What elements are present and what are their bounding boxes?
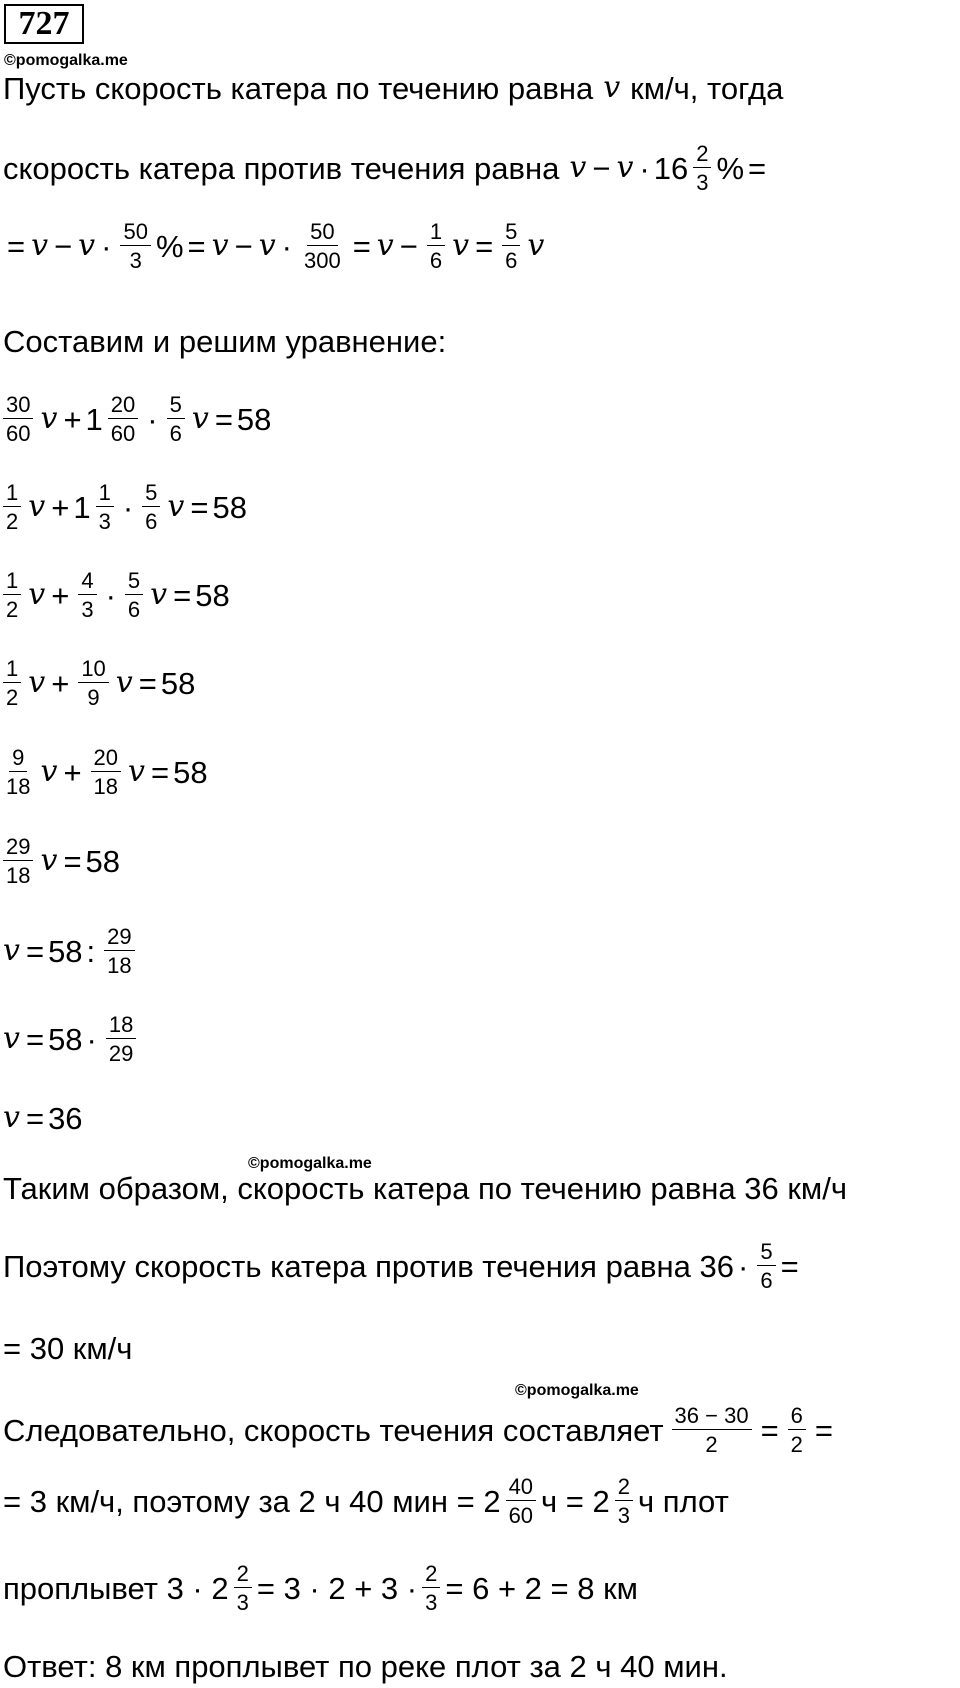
- numerator: 5: [125, 569, 143, 595]
- variable-v: v: [3, 933, 20, 968]
- solution-line-17: [3, 1398, 837, 1462]
- denominator: 300: [303, 248, 341, 273]
- fraction: [3, 569, 21, 621]
- number: 58: [212, 489, 247, 525]
- variable-v: v: [167, 489, 185, 524]
- op: :: [86, 933, 96, 969]
- op: −: [234, 228, 253, 264]
- fraction: [506, 1475, 536, 1527]
- variable-v: v: [211, 228, 229, 263]
- op: =: [190, 489, 209, 525]
- text: Поэтому скорость катера против течения равна 36: [3, 1248, 734, 1284]
- denominator: 18: [6, 863, 31, 888]
- solution-line-16: [3, 1330, 132, 1366]
- denominator: 29: [108, 1041, 134, 1066]
- answer-text: Ответ: 8 км проплывет по реке плот за 2 ч 40 мин.: [3, 1648, 728, 1684]
- number: 58: [173, 754, 208, 790]
- fraction: [234, 1562, 252, 1614]
- op: =: [214, 401, 233, 437]
- solution-line-15: [3, 1235, 799, 1297]
- numerator: 4: [78, 569, 96, 595]
- fraction: [125, 569, 143, 621]
- equation-line-5: [3, 741, 208, 803]
- op: =: [187, 228, 206, 264]
- numerator: 18: [106, 1013, 136, 1039]
- variable-v: v: [28, 577, 46, 612]
- variable-v: v: [3, 1021, 20, 1056]
- denominator: 2: [6, 685, 19, 710]
- op: +: [63, 401, 82, 437]
- denominator: 3: [81, 597, 94, 622]
- op: ·: [737, 1248, 749, 1284]
- denominator: 2: [705, 1432, 718, 1457]
- variable-v: v: [28, 489, 46, 524]
- variable-v: v: [115, 665, 133, 700]
- fraction: [167, 393, 185, 445]
- number: 1: [85, 401, 103, 437]
- denominator: 18: [6, 774, 31, 799]
- op: ·: [281, 228, 292, 264]
- numerator: 2: [615, 1475, 633, 1501]
- fraction: [104, 925, 134, 977]
- fraction: [301, 220, 344, 272]
- equation-line-3: [3, 564, 230, 626]
- variable-v: v: [31, 228, 49, 263]
- denominator: 2: [6, 509, 19, 534]
- equation-line-4: [3, 652, 195, 714]
- fraction: [106, 1013, 136, 1065]
- fraction: [427, 220, 445, 272]
- fraction: [422, 1562, 440, 1614]
- number: 1: [73, 489, 91, 525]
- op: −: [54, 228, 73, 264]
- equation-line-1: [3, 388, 271, 450]
- numerator: 50: [120, 220, 150, 246]
- text: Пусть скорость катера по течению равна: [3, 70, 594, 106]
- denominator: 2: [6, 597, 19, 622]
- op: ·: [147, 401, 158, 437]
- fraction: [3, 835, 33, 887]
- text: = 3 км/ч, поэтому за 2 ч 40 мин = 2: [3, 1483, 501, 1519]
- solution-line-1: [3, 70, 783, 106]
- denominator: 60: [110, 421, 136, 446]
- numerator: 2: [693, 142, 711, 168]
- op: =: [475, 228, 494, 264]
- text: ч плот: [638, 1483, 729, 1519]
- op: =: [63, 843, 82, 879]
- text: км/ч, тогда: [630, 70, 784, 106]
- solution-line-2: [3, 140, 770, 196]
- variable-v: v: [258, 228, 276, 263]
- solution-line-19: [3, 1557, 638, 1619]
- op: ·: [122, 489, 134, 525]
- op: +: [63, 754, 82, 790]
- text: проплывет 3 · 2: [3, 1570, 229, 1606]
- op: =: [748, 150, 767, 186]
- fraction: [78, 657, 108, 709]
- fraction: [3, 393, 33, 445]
- fraction: [142, 481, 160, 533]
- denominator: 6: [127, 597, 141, 622]
- numerator: 50: [307, 220, 337, 246]
- variable-v: v: [40, 401, 58, 436]
- variable-v: v: [569, 150, 587, 185]
- equation-line-8: [3, 1008, 141, 1070]
- text: = 30 км/ч: [3, 1330, 133, 1366]
- watermark: ©pomogalka.me: [515, 1382, 639, 1399]
- number: 58: [48, 933, 83, 969]
- numerator: 1: [3, 481, 21, 507]
- text: Таким образом, скорость катера по течению равна 36 км/ч: [3, 1170, 847, 1206]
- fraction: [502, 220, 520, 272]
- denominator: 3: [425, 1590, 438, 1615]
- fraction: [78, 569, 96, 621]
- fraction: [96, 481, 114, 533]
- op: ·: [86, 1021, 97, 1057]
- fraction: [693, 142, 711, 194]
- numerator: 10: [78, 657, 108, 683]
- denominator: 3: [98, 509, 111, 534]
- denominator: 6: [760, 1268, 773, 1293]
- fraction: [91, 746, 121, 798]
- numerator: 5: [167, 393, 185, 419]
- fraction: [120, 220, 150, 272]
- number: 58: [48, 1021, 83, 1057]
- numerator: 30: [3, 393, 33, 419]
- variable-v: v: [150, 577, 168, 612]
- denominator: 9: [87, 685, 100, 710]
- fraction: [757, 1240, 775, 1292]
- op: =: [780, 1248, 799, 1284]
- variable-v: v: [3, 1100, 20, 1135]
- op: =: [138, 665, 157, 701]
- denominator: 18: [107, 953, 132, 978]
- text: ч = 2: [541, 1483, 610, 1519]
- op: =: [150, 754, 170, 790]
- problem-number: 727: [4, 4, 84, 44]
- numerator: 20: [108, 393, 138, 419]
- solution-line-18: [3, 1470, 729, 1532]
- numerator: 5: [757, 1240, 775, 1266]
- denominator: 6: [145, 509, 158, 534]
- numerator: 1: [96, 481, 114, 507]
- denominator: 60: [508, 1503, 534, 1528]
- op: +: [51, 665, 70, 701]
- numerator: 5: [142, 481, 160, 507]
- numerator: 1: [3, 657, 21, 683]
- fraction: [788, 1404, 806, 1456]
- denominator: 6: [429, 248, 443, 273]
- watermark: ©pomogalka.me: [4, 52, 128, 69]
- denominator: 6: [505, 248, 518, 273]
- op: %: [155, 228, 184, 264]
- op: %: [716, 150, 745, 186]
- numerator: 40: [506, 1475, 536, 1501]
- denominator: 3: [129, 248, 142, 273]
- equation-line-7: [3, 920, 140, 982]
- denominator: 3: [696, 170, 709, 195]
- fraction: [672, 1404, 752, 1456]
- solution-line-14: [3, 1170, 847, 1206]
- number: 58: [236, 401, 272, 437]
- variable-v: v: [128, 754, 145, 789]
- numerator: 9: [9, 746, 27, 772]
- denominator: 3: [236, 1590, 249, 1615]
- numerator: 20: [91, 746, 121, 772]
- number: 58: [85, 843, 121, 879]
- denominator: 3: [617, 1503, 631, 1528]
- number: 58: [195, 577, 230, 613]
- variable-v: v: [191, 401, 209, 436]
- variable-v: v: [527, 228, 545, 263]
- variable-v: v: [28, 665, 46, 700]
- op: =: [7, 228, 26, 264]
- numerator: 29: [104, 925, 134, 951]
- watermark: ©pomogalka.me: [248, 1155, 372, 1172]
- text: скорость катера против течения равна: [3, 150, 560, 186]
- op: ·: [105, 577, 116, 613]
- variable-v: v: [616, 150, 634, 185]
- fraction: [3, 657, 21, 709]
- op: =: [352, 228, 371, 264]
- denominator: 6: [169, 421, 182, 446]
- variable-v: v: [40, 754, 58, 789]
- fraction: [615, 1475, 633, 1527]
- numerator: 36 − 30: [672, 1404, 752, 1430]
- op: =: [173, 577, 192, 613]
- numerator: 1: [427, 220, 445, 246]
- solution-line-4: [3, 323, 446, 359]
- number: 58: [160, 665, 196, 701]
- op: =: [760, 1412, 779, 1448]
- numerator: 5: [502, 220, 520, 246]
- equation-line-2: [3, 476, 247, 538]
- denominator: 60: [6, 421, 31, 446]
- numerator: 1: [3, 569, 21, 595]
- op: −: [399, 228, 418, 264]
- number: 16: [653, 150, 689, 186]
- text: = 3 · 2 + 3 ·: [256, 1570, 418, 1606]
- text: = 6 + 2 = 8 км: [445, 1570, 638, 1606]
- answer-line: [3, 1648, 728, 1684]
- op: =: [25, 933, 45, 969]
- fraction: [3, 746, 33, 798]
- numerator: 2: [234, 1562, 252, 1588]
- denominator: 2: [790, 1432, 803, 1457]
- equation-line-6: [3, 830, 120, 892]
- text: Следовательно, скорость течения составляет: [3, 1412, 664, 1448]
- equation-line-9: [3, 1100, 83, 1136]
- numerator: 2: [422, 1562, 440, 1588]
- numerator: 6: [788, 1404, 806, 1430]
- variable-v: v: [78, 228, 96, 263]
- numerator: 29: [3, 835, 33, 861]
- fraction: [3, 481, 21, 533]
- fraction: [108, 393, 138, 445]
- op: +: [51, 489, 70, 525]
- op: +: [51, 577, 70, 613]
- variable-v: v: [603, 70, 621, 105]
- denominator: 18: [93, 774, 119, 799]
- variable-v: v: [40, 843, 58, 878]
- op: ·: [101, 228, 112, 264]
- op: =: [25, 1021, 45, 1057]
- op: ·: [639, 150, 650, 186]
- op: −: [592, 150, 611, 186]
- op: =: [25, 1100, 45, 1136]
- variable-v: v: [376, 228, 394, 263]
- number: 36: [48, 1100, 83, 1136]
- op: =: [814, 1412, 834, 1448]
- variable-v: v: [452, 228, 470, 263]
- text: Составим и решим уравнение:: [3, 323, 447, 359]
- solution-line-3: [3, 215, 546, 277]
